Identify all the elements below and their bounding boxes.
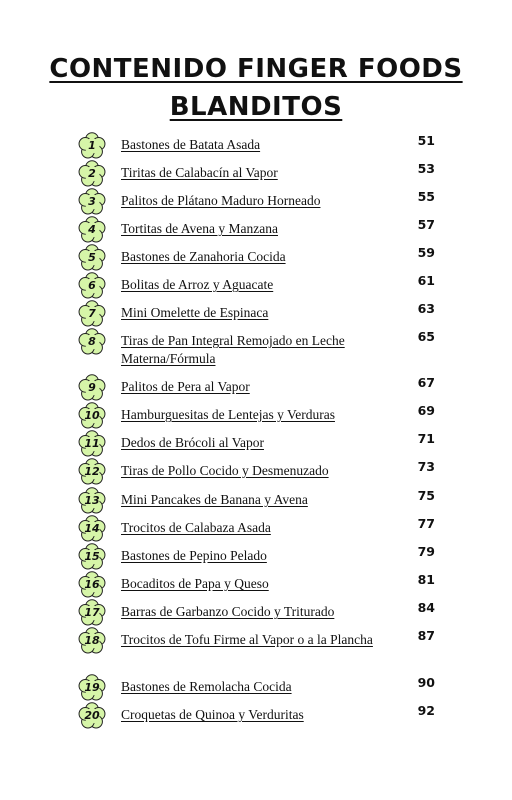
- entry-page-number: 79: [417, 544, 435, 559]
- title-line-1: CONTENIDO FINGER FOODS: [49, 54, 463, 84]
- entry-label-link[interactable]: Trocitos de Tofu Firme al Vapor o a la Plancha: [121, 632, 373, 647]
- entry-number: 15: [84, 550, 100, 563]
- entry-page-number: 87: [417, 628, 435, 643]
- entry-page-number: 53: [417, 161, 435, 176]
- flower-number-icon: [78, 487, 106, 515]
- flower-number-icon: [78, 674, 106, 702]
- entry-page-number: 73: [417, 459, 435, 474]
- entry-label-link[interactable]: Croquetas de Quinoa y Verduritas: [121, 707, 304, 722]
- entry-number: 12: [84, 465, 100, 478]
- entry-number: 4: [88, 223, 96, 236]
- entry-label-link[interactable]: Tiras de Pollo Cocido y Desmenuzado: [121, 463, 329, 478]
- entry-label-link[interactable]: Tiras de Pan Integral Remojado en Leche Materna/Fórmula: [121, 333, 345, 366]
- entry-page-number: 75: [417, 488, 435, 503]
- entry-number: 5: [88, 251, 96, 264]
- entry-page-number: 90: [417, 675, 435, 690]
- flower-number-icon: [78, 244, 106, 272]
- flower-number-icon: [78, 374, 106, 402]
- entry-number: 14: [84, 522, 100, 535]
- entry-number: 2: [88, 167, 96, 180]
- entry-page-number: 51: [417, 133, 435, 148]
- entry-label-link[interactable]: Bocaditos de Papa y Queso: [121, 576, 269, 591]
- entry-label-link[interactable]: Trocitos de Calabaza Asada: [121, 520, 271, 535]
- flower-number-icon: [78, 430, 106, 458]
- flower-number-icon: [78, 543, 106, 571]
- flower-number-icon: [78, 402, 106, 430]
- flower-number-icon: [78, 627, 106, 655]
- entry-number: 1: [88, 139, 96, 152]
- flower-number-icon: [78, 272, 106, 300]
- entry-label-link[interactable]: Barras de Garbanzo Cocido y Triturado: [121, 604, 335, 619]
- entry-label-link[interactable]: Palitos de Plátano Maduro Horneado: [121, 193, 321, 208]
- entry-number: 11: [84, 437, 100, 450]
- entry-page-number: 67: [417, 375, 435, 390]
- entry-number: 9: [88, 381, 96, 394]
- flower-number-icon: [78, 328, 106, 356]
- entry-label-link[interactable]: Dedos de Brócoli al Vapor: [121, 435, 264, 450]
- entry-page-number: 65: [417, 329, 435, 344]
- flower-number-icon: [78, 132, 106, 160]
- entry-page-number: 57: [417, 217, 435, 232]
- entry-number: 19: [84, 681, 100, 694]
- flower-number-icon: [78, 515, 106, 543]
- flower-number-icon: [78, 160, 106, 188]
- entry-label-link[interactable]: Tortitas de Avena y Manzana: [121, 221, 278, 236]
- entry-label-link[interactable]: Palitos de Pera al Vapor: [121, 379, 250, 394]
- entry-label-link[interactable]: Mini Omelette de Espinaca: [121, 305, 269, 320]
- entry-label-link[interactable]: Bastones de Remolacha Cocida: [121, 679, 292, 694]
- entry-number: 6: [88, 279, 96, 292]
- entry-label-link[interactable]: Bastones de Batata Asada: [121, 137, 261, 152]
- title-line-2: BLANDITOS: [169, 92, 343, 122]
- entry-number: 18: [84, 634, 100, 647]
- entry-number: 17: [84, 606, 100, 619]
- entry-number: 3: [88, 195, 96, 208]
- entry-page-number: 71: [417, 431, 435, 446]
- entry-label-link[interactable]: Mini Pancakes de Banana y Avena: [121, 492, 308, 507]
- entry-number: 8: [88, 335, 96, 348]
- entry-page-number: 92: [417, 703, 435, 718]
- flower-number-icon: [78, 458, 106, 486]
- flower-number-icon: [78, 216, 106, 244]
- entry-label-link[interactable]: Bolitas de Arroz y Aguacate: [121, 277, 274, 292]
- entry-page-number: 61: [417, 273, 435, 288]
- entry-number: 10: [84, 409, 100, 422]
- entry-page-number: 84: [417, 600, 435, 615]
- entry-page-number: 69: [417, 403, 435, 418]
- entry-page-number: 55: [417, 189, 435, 204]
- entry-page-number: 63: [417, 301, 435, 316]
- entry-label-link[interactable]: Hamburguesitas de Lentejas y Verduras: [121, 407, 335, 422]
- entry-page-number: 77: [417, 516, 435, 531]
- entry-number: 16: [84, 578, 100, 591]
- entry-number: 20: [84, 709, 100, 722]
- entry-page-number: 81: [417, 572, 435, 587]
- flower-number-icon: [78, 571, 106, 599]
- entry-label-link[interactable]: Tiritas de Calabacín al Vapor: [121, 165, 278, 180]
- flower-number-icon: [78, 300, 106, 328]
- flower-number-icon: [78, 188, 106, 216]
- entry-label-link[interactable]: Bastones de Pepino Pelado: [121, 548, 267, 563]
- entry-number: 7: [88, 307, 96, 320]
- entry-number: 13: [84, 494, 100, 507]
- entry-page-number: 59: [417, 245, 435, 260]
- entry-label-link[interactable]: Bastones de Zanahoria Cocida: [121, 249, 286, 264]
- flower-number-icon: [78, 702, 106, 730]
- flower-number-icon: [78, 599, 106, 627]
